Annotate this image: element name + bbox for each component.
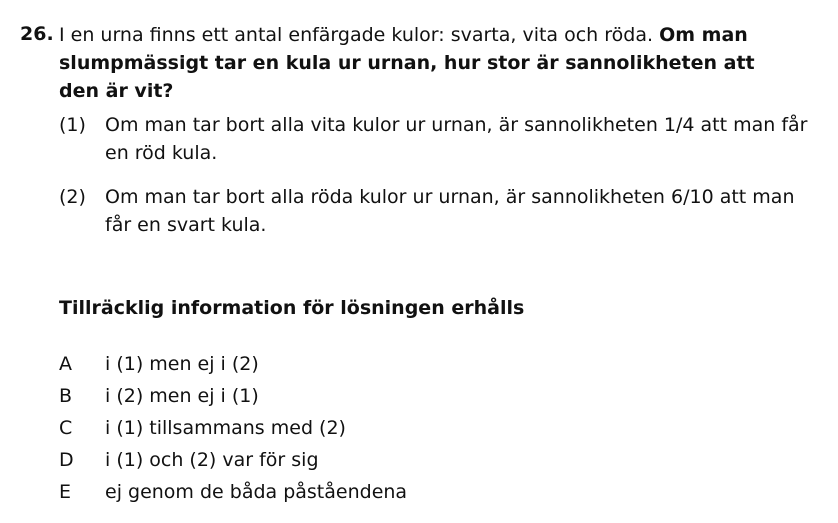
option-letter: A (59, 353, 72, 375)
statement-number: (2) (59, 186, 86, 208)
option-text: ej genom de båda påståendena (105, 481, 408, 503)
option-text: i (1) men ej i (2) (105, 353, 259, 375)
option-d[interactable] (59, 446, 759, 478)
question-text (59, 21, 799, 105)
instruction-heading: Tillräcklig information för lösningen erhålls (59, 297, 525, 319)
question-number: 26. (20, 23, 54, 45)
statement-text: Om man tar bort alla röda kulor ur urnan, är sannolikheten 6/10 att man får en svart kula. (105, 186, 795, 236)
option-text: i (1) tillsammans med (2) (105, 417, 346, 439)
option-a[interactable] (59, 350, 759, 382)
question-intro: I en urna finns ett antal enfärgade kulor: svarta, vita och röda. (59, 24, 660, 46)
option-c[interactable] (59, 414, 759, 446)
option-b[interactable] (59, 382, 759, 414)
statement-text: Om man tar bort alla vita kulor ur urnan, är sannolikheten 1/4 att man får en röd kula. (105, 114, 808, 164)
statement-1 (59, 111, 819, 167)
option-text: i (2) men ej i (1) (105, 385, 259, 407)
option-letter: B (59, 385, 73, 407)
option-letter: C (59, 417, 73, 439)
option-letter: E (59, 481, 72, 503)
question-bold: Om man slumpmässigt tar en kula ur urnan, hur stor är sannolikheten att den är vit? (59, 24, 755, 102)
option-e[interactable] (59, 478, 759, 510)
answer-options (59, 350, 759, 510)
statement-2 (59, 183, 819, 239)
statement-number: (1) (59, 114, 86, 136)
option-letter: D (59, 449, 74, 471)
option-text: i (1) och (2) var för sig (105, 449, 319, 471)
